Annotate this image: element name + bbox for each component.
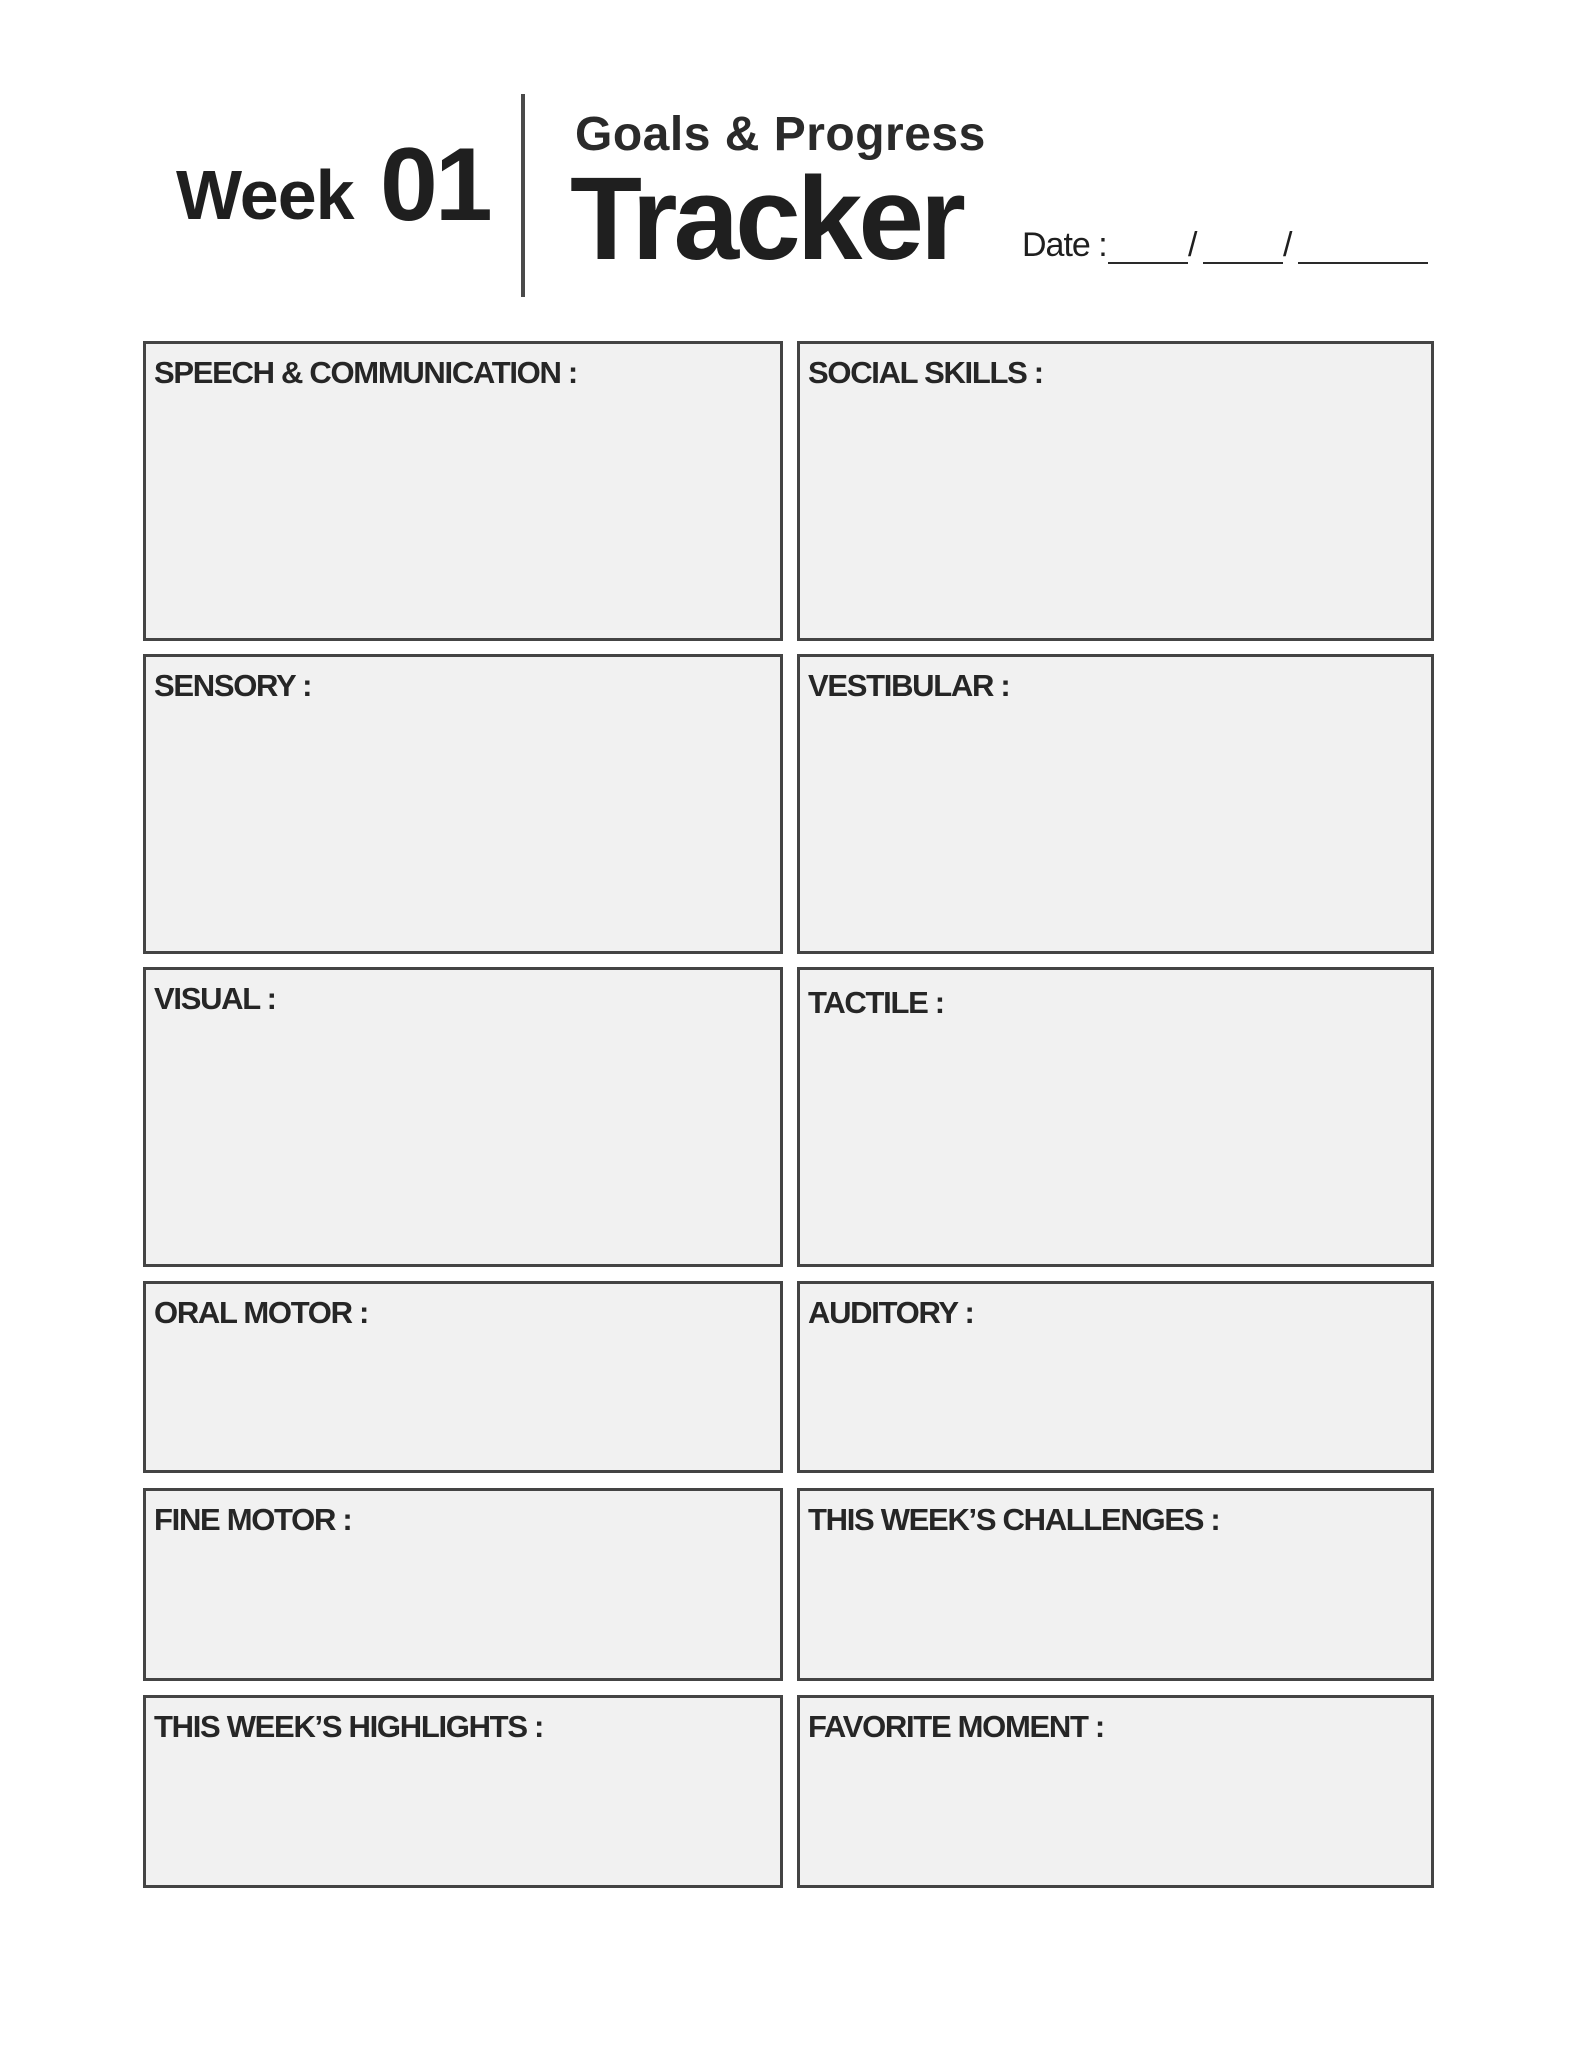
section-label: FINE MOTOR :	[154, 1502, 352, 1537]
page-subtitle: Goals & Progress	[575, 108, 986, 161]
section-label: SPEECH & COMMUNICATION :	[154, 355, 577, 390]
section-label: FAVORITE MOMENT :	[808, 1709, 1104, 1744]
date-year-field[interactable]	[1298, 262, 1428, 264]
week-label: Week	[176, 156, 354, 234]
section-label: THIS WEEK’S CHALLENGES :	[808, 1502, 1220, 1537]
challenges-box[interactable]	[797, 1488, 1434, 1681]
vestibular-box[interactable]	[797, 654, 1434, 954]
section-label: SOCIAL SKILLS :	[808, 355, 1043, 390]
social-skills-box[interactable]	[797, 341, 1434, 641]
date-separator: /	[1283, 226, 1293, 264]
fine-motor-box[interactable]	[143, 1488, 783, 1681]
visual-box[interactable]	[143, 967, 783, 1267]
section-label: VESTIBULAR :	[808, 668, 1010, 703]
date-label: Date :	[1022, 226, 1107, 264]
week-number: 01	[380, 127, 490, 243]
sensory-box[interactable]	[143, 654, 783, 954]
date-month-field[interactable]	[1108, 262, 1188, 264]
header-divider	[521, 94, 525, 297]
auditory-box[interactable]	[797, 1281, 1434, 1473]
favorite-moment-box[interactable]	[797, 1695, 1434, 1888]
date-day-field[interactable]	[1203, 262, 1283, 264]
speech-communication-box[interactable]	[143, 341, 783, 641]
section-label: ORAL MOTOR :	[154, 1295, 369, 1330]
section-label: SENSORY :	[154, 668, 312, 703]
highlights-box[interactable]	[143, 1695, 783, 1888]
date-separator: /	[1188, 226, 1198, 264]
oral-motor-box[interactable]	[143, 1281, 783, 1473]
section-label: THIS WEEK’S HIGHLIGHTS :	[154, 1709, 544, 1744]
tactile-box[interactable]	[797, 967, 1434, 1267]
section-label: AUDITORY :	[808, 1295, 974, 1330]
header	[0, 0, 1588, 320]
page-title: Tracker	[570, 153, 962, 285]
section-label: TACTILE :	[808, 985, 944, 1020]
section-label: VISUAL :	[154, 981, 276, 1016]
